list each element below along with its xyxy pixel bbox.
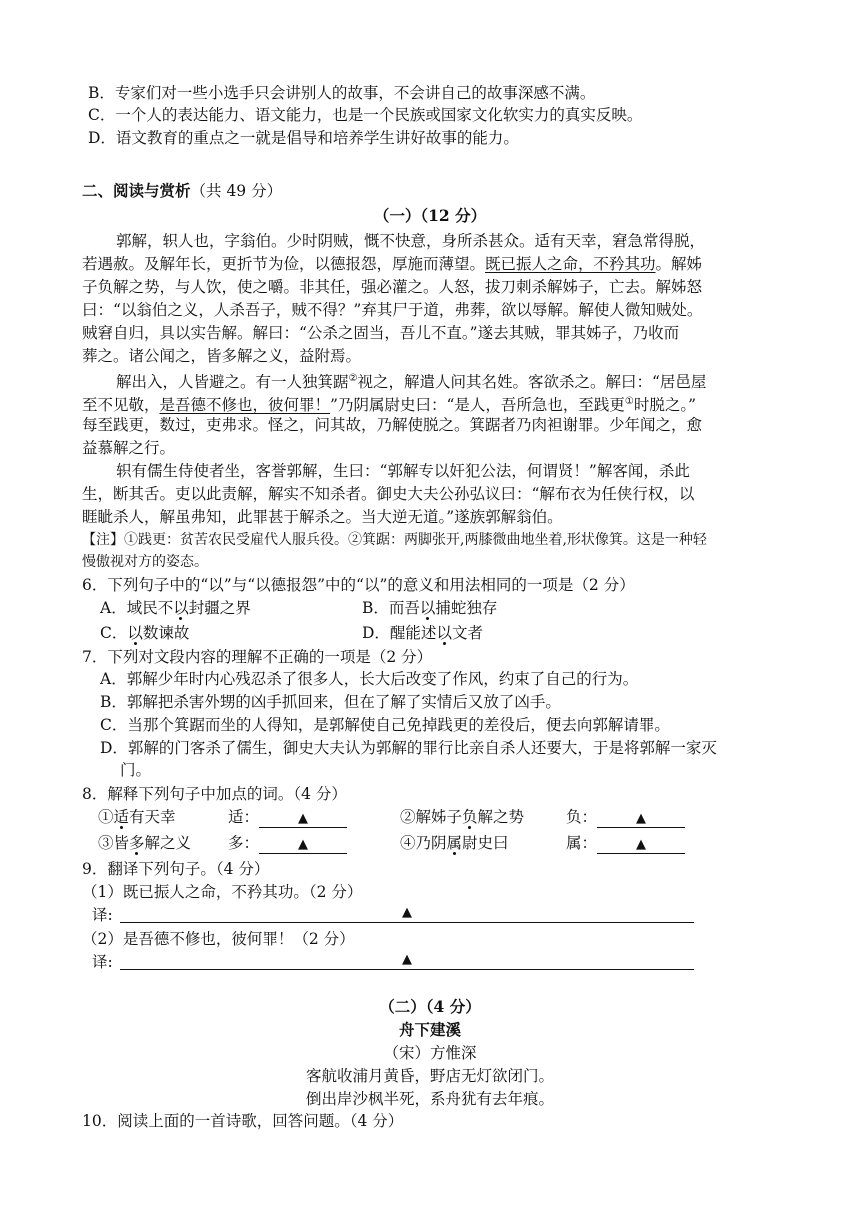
passage-text: 解出入，人皆避之。有一人独箕踞 <box>116 373 349 392</box>
poem-line-2: 倒出岸沙枫半死，系舟犹有去年痕。 <box>305 1090 554 1108</box>
translation-line-2[interactable] <box>120 949 694 970</box>
q7-option-c: C．当那个箕踞而坐的人得知，是郭解使自己免掉践更的差役后，便去向郭解请罪。 <box>100 716 670 734</box>
triangle-icon: ▲ <box>402 952 412 967</box>
passage-p1-line4: 曰：“以翁伯之义，人杀吾子，贼不得？”弃其尸于道，弗葬，欲以辱解。解使人微知贼处。 <box>82 301 703 319</box>
passage-p2-line3: 每至践更，数过，吏弗求。怪之，问其故，乃解使脱之。箕踞者乃肉袒谢罪。少年闻之，愈 <box>82 416 703 434</box>
item-text: 解之义 <box>144 834 192 852</box>
answer-label: 负： <box>566 808 598 826</box>
q6-option-b <box>362 597 497 619</box>
passage-p2-line1 <box>116 368 706 393</box>
part1-heading: （一）（12 分） <box>373 206 487 225</box>
item-text: ②解姊子 <box>400 808 463 826</box>
answer-label: 适： <box>228 808 260 826</box>
q9-stem: 9．翻译下列句子。（4 分） <box>82 860 270 878</box>
q7-option-a: A．郭解少年时内心残忍杀了很多人，长大后改变了作风，约束了自己的行为。 <box>100 670 639 688</box>
dotted-char: 以 <box>173 599 189 617</box>
part2-heading: （二）（4 分） <box>379 997 481 1016</box>
q6-option-a <box>100 597 251 619</box>
option-text: 捕蛇独存 <box>435 599 498 617</box>
q8-answer-2 <box>566 806 685 828</box>
item-text: ① <box>98 808 114 826</box>
dotted-char: 以 <box>419 599 436 617</box>
section-score: （共 49 分） <box>190 182 283 200</box>
q7-option-b: B．郭解把杀害外甥的凶手抓回来，但在了解了实情后又放了凶手。 <box>100 693 561 711</box>
passage-p1-line5: 贼窘自归，具以实告解。解曰：“公杀之固当，吾儿不直。”遂去其贼，罪其姊子，乃收而 <box>82 324 680 342</box>
q8-answer-4 <box>566 832 685 854</box>
passage-p3-line3: 睚眦杀人，解虽弗知，此罪甚于解杀之。当大逆无道。”遂族郭解翁伯。 <box>82 508 563 526</box>
q9-sentence-1: （1）既已振人之命，不矜其功。（2 分） <box>82 883 363 901</box>
q8-stem: 8．解释下列句子中加点的词。（4 分） <box>82 785 347 803</box>
item-text: 有天幸 <box>129 808 176 826</box>
q8-item-3 <box>98 832 191 854</box>
q6-stem: 6．下列句子中的“以”与“以德报怨”中的“以”的意义和用法相同的一项是（2 分） <box>82 576 635 594</box>
option-text: D．醒能述 <box>362 624 437 642</box>
option-text: C． <box>100 624 128 642</box>
poem-line-1: 客航收浦月黄昏，野店无灯欲闭门。 <box>305 1067 554 1085</box>
prev-option-d: D．语文教育的重点之一就是倡导和培养学生讲好故事的能力。 <box>88 129 519 147</box>
triangle-icon: ▲ <box>636 837 647 852</box>
dotted-char: 多 <box>129 834 145 852</box>
q8-answer-1 <box>228 806 347 828</box>
footnote-marker: ② <box>348 373 358 384</box>
answer-blank-4[interactable] <box>597 836 685 854</box>
passage-p3-line2: 生，断其舌。吏以此责解，解实不知杀者。御史大夫公孙弘议曰：“解布衣为任侠行权，以 <box>82 485 695 503</box>
passage-p3-line1: 轵有儒生侍使者坐，客誉郭解，生曰：“郭解专以奸犯公法，何谓贤！”解客闻，杀此 <box>116 462 690 480</box>
option-text: 文者 <box>451 624 483 642</box>
answer-blank-1[interactable] <box>259 810 347 828</box>
option-text: B．而吾 <box>362 599 420 617</box>
passage-p1-line6: 葬之。诸公闻之，皆多解之义，益附焉。 <box>82 347 362 365</box>
q8-item-4 <box>400 832 509 854</box>
translation-line-1[interactable] <box>120 902 694 923</box>
triangle-icon: ▲ <box>298 837 309 852</box>
passage-p1-line1: 郭解，轵人也，字翁伯。少时阴贼，慨不快意，身所杀甚众。适有天幸，窘急常得脱， <box>116 232 706 250</box>
passage-text: 至不见敬， <box>82 396 160 415</box>
passage-p2-line2 <box>82 391 696 416</box>
underlined-sentence-2: 是吾德不修也，彼何罪！ <box>159 396 331 415</box>
q6-option-d <box>362 622 483 644</box>
dotted-char: 以 <box>127 624 143 642</box>
prev-option-b: B．专家们对一些小选手只会讲别人的故事，不会讲自己的故事深感不满。 <box>88 84 596 102</box>
passage-text: 。解姊 <box>655 255 703 273</box>
q6-option-c <box>100 622 189 644</box>
dotted-char: 负 <box>462 808 478 826</box>
passage-p1-line3: 子负解之势，与人饮，使之嚼。非其任，强必灌之。人怒，拔刀刺杀解姊子，亡去。解姊怒 <box>82 278 703 296</box>
prev-option-c: C．一个人的表达能力、语文能力，也是一个民族或国家文化软实力的真实反映。 <box>88 106 643 124</box>
q8-answer-3 <box>228 832 347 854</box>
underlined-sentence-1: 既已振人之命，不矜其功 <box>485 255 656 273</box>
dotted-char: 属 <box>446 834 463 852</box>
q9-translate-label-2: 译: <box>92 953 113 971</box>
q7-option-d-line2: 门。 <box>120 761 152 779</box>
q7-option-d-line1: D．郭解的门客杀了儒生，御史大夫认为郭解的罪行比亲自杀人还要大，于是将郭解一家灭 <box>100 739 717 757</box>
passage-text: 时脱之。” <box>633 396 697 415</box>
option-text: A．域民不 <box>100 599 174 617</box>
item-text: ③皆 <box>98 834 130 852</box>
answer-blank-2[interactable] <box>597 810 685 828</box>
triangle-icon: ▲ <box>402 905 412 920</box>
triangle-icon: ▲ <box>298 811 309 826</box>
dotted-char: 适 <box>113 808 130 826</box>
passage-p1-line2 <box>82 253 702 275</box>
passage-text: 视之，解遣人问其名姓。客欲杀之。解曰：“居邑屋 <box>357 373 707 392</box>
section-title <box>82 180 282 202</box>
item-text: 尉史曰 <box>462 834 509 852</box>
option-text: 封疆之界 <box>188 599 251 617</box>
answer-blank-3[interactable] <box>259 836 347 854</box>
footnote-marker: ① <box>624 396 634 407</box>
dotted-char: 以 <box>436 624 452 642</box>
q10-stem: 10．阅读上面的一首诗歌，回答问题。（4 分） <box>82 1112 404 1130</box>
q9-translate-label-1: 译: <box>92 906 113 924</box>
item-text: 解之势 <box>477 808 525 826</box>
q8-item-1 <box>98 806 176 828</box>
poem-author: （宋）方惟深 <box>383 1044 477 1062</box>
footnote-line1: 【注】①践更：贫苦农民受雇代人服兵役。②箕踞：两脚张开,两膝微曲地坐着,形状像箕。这是一种轻 <box>82 532 707 548</box>
passage-p2-line4: 益慕解之行。 <box>82 439 176 457</box>
q8-item-2 <box>400 806 524 828</box>
poem-title: 舟下建溪 <box>398 1020 461 1039</box>
q9-sentence-2: （2）是吾德不修也，彼何罪！（2 分） <box>82 930 355 948</box>
passage-text: 若遇赦。及解年长，更折节为俭，以德报怨，厚施而薄望。 <box>82 255 486 273</box>
section-title-text: 二、阅读与赏析 <box>82 181 191 200</box>
answer-label: 多： <box>228 834 260 852</box>
triangle-icon: ▲ <box>636 811 647 826</box>
passage-text: ”乃阴属尉史曰：“是人，吾所急也，至践更 <box>330 396 625 415</box>
answer-label: 属： <box>566 834 598 852</box>
option-text: 数谏故 <box>142 624 190 642</box>
q7-stem: 7．下列对文段内容的理解不正确的一项是（2 分） <box>82 648 433 666</box>
footnote-line2: 慢傲视对方的姿态。 <box>82 554 208 570</box>
item-text: ④乃阴 <box>400 834 447 852</box>
